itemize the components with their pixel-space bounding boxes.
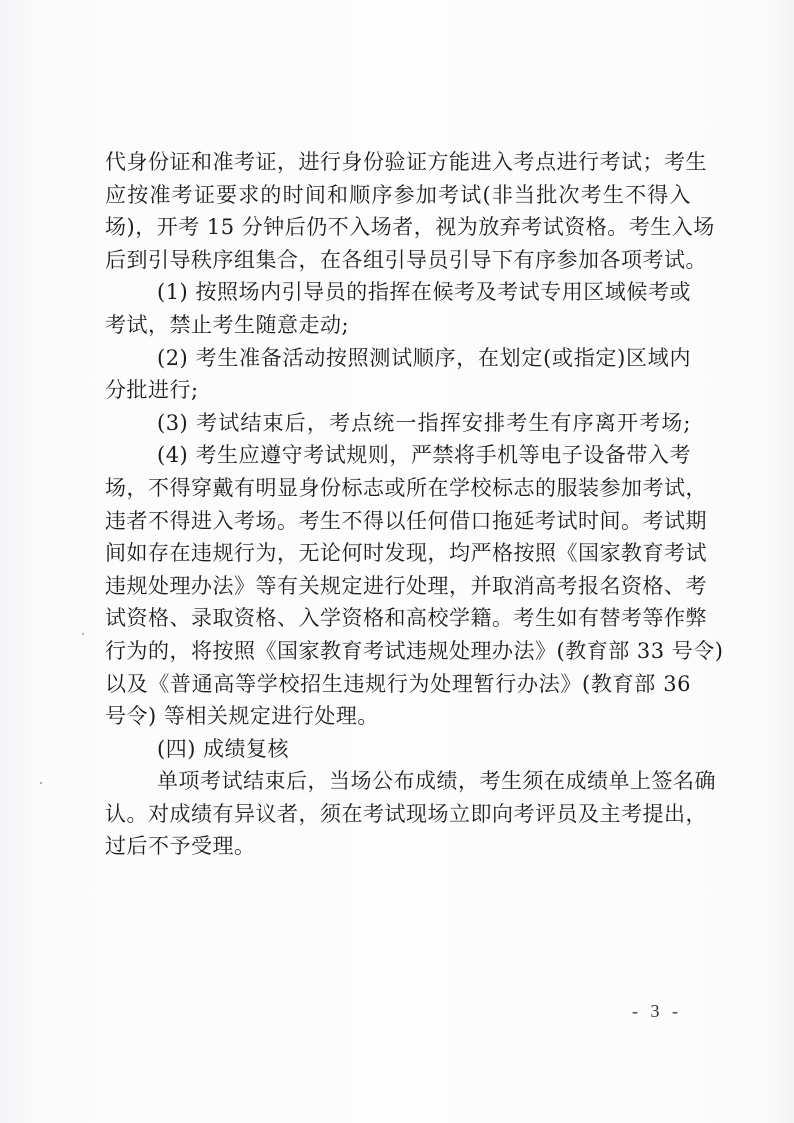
text-line: 间如存在违规行为，无论何时发现，均严格按照《国家教育考试 xyxy=(105,541,707,566)
page-number: - 3 - xyxy=(632,1001,682,1021)
text-line: 考试，禁止考生随意走动; xyxy=(105,312,350,337)
text-line: 以及《普通高等学校招生违规行为处理暂行办法》(教育部 36 xyxy=(105,671,691,696)
text-line: 号令) 等相关规定进行处理。 xyxy=(105,704,379,729)
list-item-1: (1) 按照场内引导员的指挥在候考及考试专用区域候考或 xyxy=(157,280,691,305)
text-line: 试资格、录取资格、入学资格和高校学籍。考生如有替考等作弊 xyxy=(105,606,707,631)
text-line: 违者不得进入考场。考生不得以任何借口拖延考试时间。考试期 xyxy=(105,508,707,533)
list-item-3: (3) 考试结束后，考点统一指挥安排考生有序离开考场; xyxy=(157,410,691,435)
text-line: 场)，开考 15 分钟后仍不入场者，视为放弃考试资格。考生入场 xyxy=(105,215,715,240)
text-line: 违规处理办法》等有关规定进行处理，并取消高考报名资格、考 xyxy=(105,573,707,598)
text-line: 过后不予受理。 xyxy=(105,834,256,859)
text-line: 行为的，将按照《国家教育考试违规处理办法》(教育部 33 号令) xyxy=(105,638,724,663)
list-item-4: (4) 考生应遵守考试规则，严禁将手机等电子设备带入考 xyxy=(157,443,691,468)
text-line: 场，不得穿戴有明显身份标志或所在学校标志的服装参加考试， xyxy=(105,475,707,500)
text-line: 代身份证和准考证，进行身份验证方能进入考点进行考试；考生 xyxy=(105,150,707,174)
scan-speck xyxy=(40,782,42,784)
section-heading: (四) 成绩复核 xyxy=(157,736,290,761)
text-line: 单项考试结束后，当场公布成绩，考生须在成绩单上签名确 xyxy=(157,769,716,794)
list-item-2: (2) 考生准备活动按照测试顺序，在划定(或指定)区域内 xyxy=(157,345,691,370)
text-line: 认。对成绩有异议者，须在考试现场立即向考评员及主考提出， xyxy=(105,801,707,826)
text-line: 应按准考证要求的时间和顺序参加考试(非当批次考生不得入 xyxy=(105,182,691,207)
text-line: 后到引导秩序组集合，在各组引导员引导下有序参加各项考试。 xyxy=(105,247,707,272)
body-text xyxy=(105,146,724,863)
scan-speck xyxy=(82,633,84,635)
text-line: 分批进行; xyxy=(105,378,199,403)
